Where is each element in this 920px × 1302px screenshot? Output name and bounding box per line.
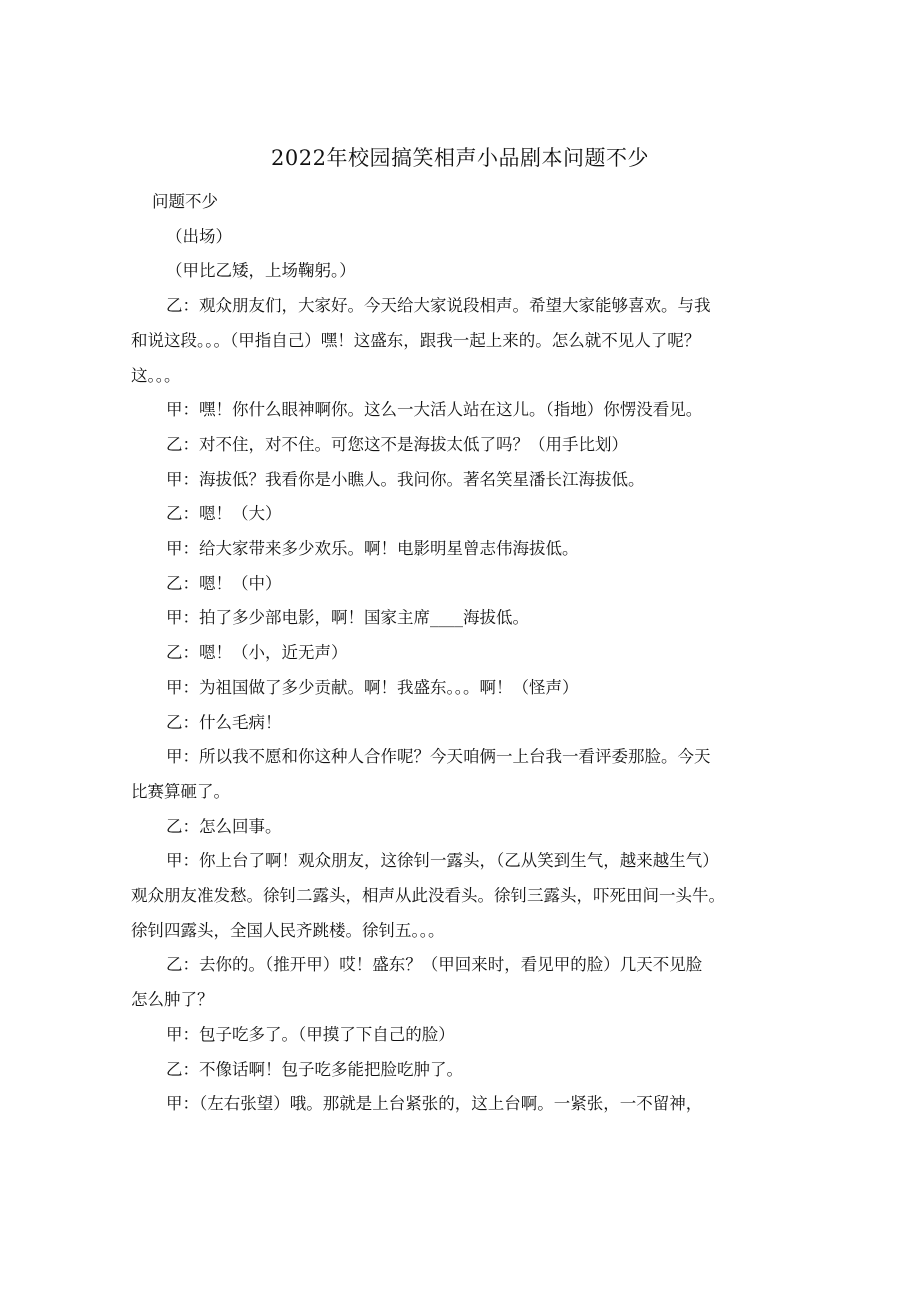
- script-line: 乙：去你的。（推开甲）哎！盛东？（甲回来时，看见甲的脸）几天不见脸: [166, 955, 703, 975]
- script-paragraph: [131, 706, 799, 741]
- script-line: 和说这段。。。（甲指自己）嘿！这盛东，跟我一起上来的。怎么就不见人了呢？: [131, 330, 701, 350]
- script-paragraph: [131, 289, 799, 393]
- script-paragraph: [131, 220, 799, 255]
- script-paragraph: [131, 393, 799, 428]
- script-line: 乙：嗯！（大）: [166, 504, 282, 524]
- document-body: [131, 185, 799, 1122]
- script-line: 乙：观众朋友们，大家好。今天给大家说段相声。希望大家能够喜欢。与我: [166, 296, 711, 316]
- script-paragraph: [131, 671, 799, 706]
- script-paragraph: [131, 532, 799, 567]
- script-line: 乙：怎么回事。: [166, 816, 282, 836]
- script-paragraph: [131, 567, 799, 602]
- script-line: （出场）: [166, 226, 232, 246]
- script-line: 乙：不像话啊！包子吃多能把脸吃肿了。: [166, 1059, 463, 1079]
- script-paragraph: [131, 254, 799, 289]
- script-line: 乙：什么毛病！: [166, 712, 282, 732]
- script-line: （甲比乙矮，上场鞠躬。）: [166, 261, 356, 281]
- script-line: 乙：嗯！（小，近无声）: [166, 643, 348, 663]
- script-line: 乙：对不住，对不住。可您这不是海拔太低了吗？（用手比划）: [166, 434, 628, 454]
- script-paragraph: [131, 810, 799, 845]
- document-title: 2022年校园搞笑相声小品剧本问题不少: [271, 146, 649, 170]
- script-line: 比赛算砸了。: [131, 781, 230, 801]
- script-line: 问题不少: [152, 192, 218, 211]
- script-line: 乙：嗯！（中）: [166, 573, 282, 593]
- script-line: 甲：所以我不愿和你这种人合作呢？今天咱俩一上台我一看评委那脸。今天: [166, 747, 711, 767]
- script-paragraph: [131, 497, 799, 532]
- script-line: 甲：海拔低？我看你是小瞧人。我问你。著名笑星潘长江海拔低。: [166, 469, 645, 489]
- script-paragraph: [131, 740, 799, 809]
- script-line: 这。。。: [131, 365, 181, 385]
- script-line: 甲：嘿！你什么眼神啊你。这么一大活人站在这儿。（指地）你愣没看见。: [166, 400, 703, 420]
- script-line: 甲：拍了多少部电影，啊！国家主席____海拔低。: [166, 608, 529, 628]
- script-paragraph: [131, 463, 799, 498]
- script-paragraph: [131, 1087, 799, 1122]
- script-paragraph: [131, 428, 799, 463]
- script-paragraph: [131, 844, 799, 948]
- script-line: 观众朋友准发愁。徐钊二露头，相声从此没看头。徐钊三露头，吓死田间一头牛。: [131, 886, 725, 906]
- script-line: 甲：（左右张望）哦。那就是上台紧张的，这上台啊。一紧张，一不留神，: [166, 1094, 703, 1114]
- script-line: 甲：给大家带来多少欢乐。啊！电影明星曾志伟海拔低。: [166, 539, 579, 559]
- script-paragraph: [131, 185, 799, 220]
- script-line: 徐钊四露头，全国人民齐跳楼。徐钊五。。。: [131, 920, 445, 940]
- script-paragraph: [131, 1018, 799, 1053]
- script-paragraph: [131, 1053, 799, 1088]
- script-line: 怎么肿了？: [131, 990, 214, 1010]
- script-paragraph: [131, 601, 799, 636]
- script-line: 甲：包子吃多了。（甲摸了下自己的脸）: [166, 1024, 455, 1044]
- script-line: 甲：你上台了啊！观众朋友，这徐钊一露头，（乙从笑到生气，越来越生气）: [166, 851, 719, 871]
- script-line: 甲：为祖国做了多少贡献。啊！我盛东。。。啊！（怪声）: [166, 677, 579, 697]
- script-paragraph: [131, 948, 799, 1017]
- script-paragraph: [131, 636, 799, 671]
